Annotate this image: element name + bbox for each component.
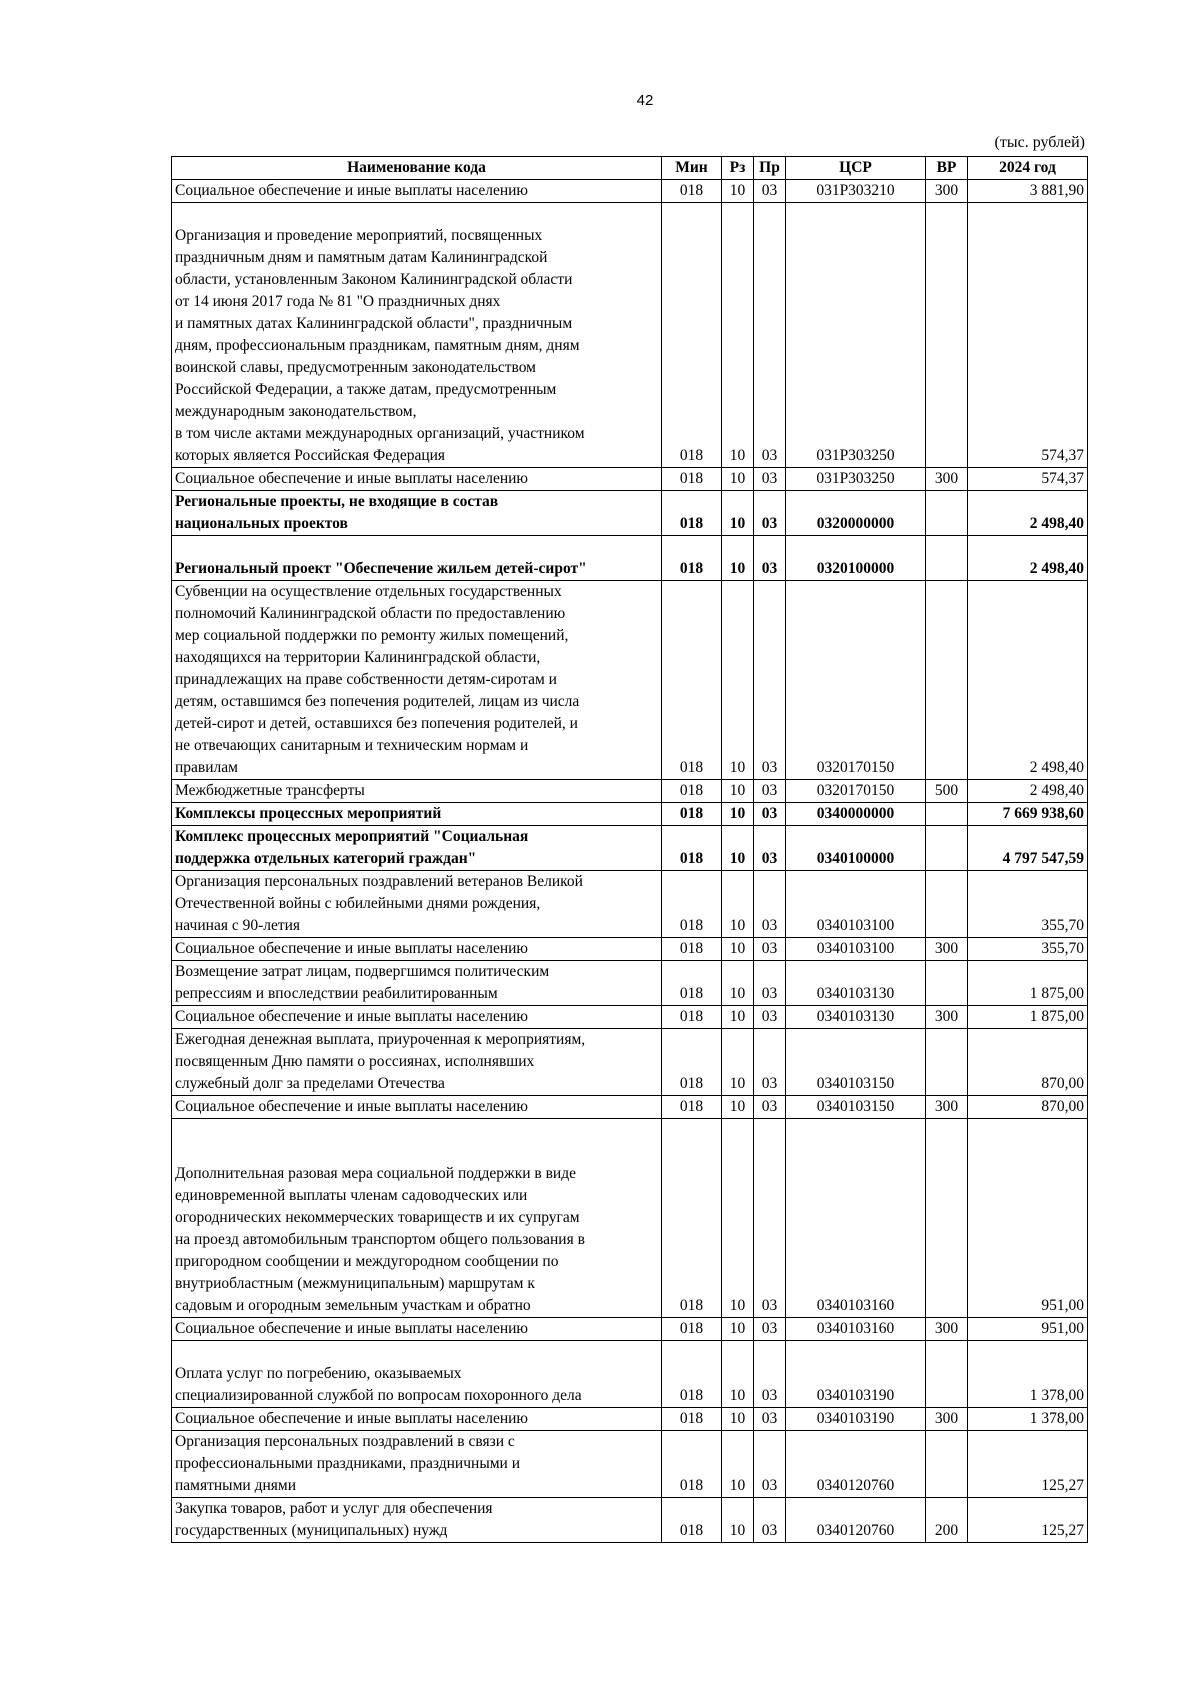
cell-rz: 10 [722, 203, 754, 468]
cell-amount: 4 797 547,59 [968, 826, 1088, 871]
cell-pr: 03 [754, 180, 786, 203]
cell-name-line: Региональный проект "Обеспечение жильем детей-сирот" [175, 560, 587, 577]
cell-pr: 03 [754, 1431, 786, 1498]
cell-name [172, 780, 662, 803]
cell-amount: 951,00 [968, 1119, 1088, 1318]
cell-name-line: на проезд автомобильным транспортом общего пользования в [175, 1231, 585, 1248]
cell-vr [926, 803, 968, 826]
cell-name [172, 1096, 662, 1119]
cell-vr [926, 1431, 968, 1498]
cell-min: 018 [662, 180, 722, 203]
table-row [172, 826, 1088, 871]
cell-min: 018 [662, 468, 722, 491]
cell-rz: 10 [722, 1006, 754, 1029]
cell-name-line: Комплекс процессных мероприятий "Социальная [175, 828, 529, 845]
cell-pr: 03 [754, 1096, 786, 1119]
cell-pr: 03 [754, 780, 786, 803]
cell-name-line: мер социальной поддержки по ремонту жилых помещений, [175, 627, 569, 644]
table-row [172, 491, 1088, 536]
cell-min: 018 [662, 780, 722, 803]
cell-name-line: которых является Российская Федерация [175, 447, 446, 464]
header-year: 2024 год [968, 157, 1088, 180]
cell-csr: 031Р303210 [786, 180, 926, 203]
cell-csr: 0320170150 [786, 780, 926, 803]
cell-rz: 10 [722, 468, 754, 491]
cell-name-line: государственных (муниципальных) нужд [175, 1522, 448, 1539]
cell-vr: 300 [926, 468, 968, 491]
cell-name-line: национальных проектов [175, 515, 348, 532]
cell-name-line: начиная с 90-летия [175, 917, 301, 934]
table-row [172, 938, 1088, 961]
table-row [172, 581, 1088, 780]
cell-pr: 03 [754, 581, 786, 780]
cell-csr: 0340103130 [786, 1006, 926, 1029]
cell-name-line: Социальное обеспечение и иные выплаты населению [175, 1320, 529, 1337]
cell-name-line: праздничным дням и памятным датам Калининградской [175, 249, 548, 266]
table-row [172, 780, 1088, 803]
units-label: (тыс. рублей) [994, 134, 1085, 151]
cell-min: 018 [662, 581, 722, 780]
cell-csr: 0340103130 [786, 961, 926, 1006]
cell-vr: 300 [926, 1408, 968, 1431]
cell-name-line: Отечественной войны с юбилейными днями рождения, [175, 895, 541, 912]
header-row [172, 157, 1088, 180]
cell-min: 018 [662, 1318, 722, 1341]
cell-name-line: области, установленным Законом Калининградской области [175, 271, 573, 288]
table-header [172, 157, 1088, 180]
cell-csr: 0340103190 [786, 1408, 926, 1431]
cell-name-line: посвященным Дню памяти о россиянах, исполнявших [175, 1053, 535, 1070]
cell-min: 018 [662, 1408, 722, 1431]
cell-amount: 870,00 [968, 1096, 1088, 1119]
cell-name [172, 826, 662, 871]
cell-csr: 0340100000 [786, 826, 926, 871]
cell-vr [926, 1341, 968, 1408]
table-row [172, 961, 1088, 1006]
cell-vr [926, 203, 968, 468]
cell-min: 018 [662, 871, 722, 938]
cell-name-line: дням, профессиональным праздникам, памятным дням, дням [175, 337, 580, 354]
header-csr: ЦСР [786, 157, 926, 180]
cell-name-line: принадлежащих на праве собственности детям-сиротам и [175, 671, 557, 688]
cell-rz: 10 [722, 1498, 754, 1543]
cell-min: 018 [662, 803, 722, 826]
cell-amount: 2 498,40 [968, 536, 1088, 581]
cell-name-line: огороднических некоммерческих товариществ и их супругам [175, 1209, 580, 1226]
cell-pr: 03 [754, 803, 786, 826]
cell-pr: 03 [754, 871, 786, 938]
header-name: Наименование кода [172, 157, 662, 180]
cell-name-line: Оплата услуг по погребению, оказываемых [175, 1365, 462, 1382]
table-row [172, 871, 1088, 938]
cell-name-line: поддержка отдельных категорий граждан" [175, 850, 477, 867]
cell-amount: 355,70 [968, 938, 1088, 961]
cell-rz: 10 [722, 871, 754, 938]
cell-pr: 03 [754, 1318, 786, 1341]
cell-pr: 03 [754, 938, 786, 961]
cell-name [172, 961, 662, 1006]
table-row [172, 1408, 1088, 1431]
table-row [172, 180, 1088, 203]
cell-min: 018 [662, 938, 722, 961]
cell-vr: 300 [926, 180, 968, 203]
cell-rz: 10 [722, 780, 754, 803]
cell-csr: 0340120760 [786, 1431, 926, 1498]
cell-rz: 10 [722, 1096, 754, 1119]
cell-csr: 031Р303250 [786, 468, 926, 491]
cell-rz: 10 [722, 581, 754, 780]
cell-name [172, 536, 662, 581]
cell-amount: 7 669 938,60 [968, 803, 1088, 826]
header-min: Мин [662, 157, 722, 180]
cell-name [172, 1341, 662, 1408]
cell-rz: 10 [722, 1341, 754, 1408]
cell-name [172, 491, 662, 536]
cell-pr: 03 [754, 203, 786, 468]
cell-name-line: Межбюджетные трансферты [175, 782, 365, 799]
cell-name [172, 203, 662, 468]
cell-rz: 10 [722, 1318, 754, 1341]
table-row [172, 1431, 1088, 1498]
cell-name-line: Социальное обеспечение и иные выплаты населению [175, 470, 529, 487]
cell-rz: 10 [722, 803, 754, 826]
cell-name-line: Социальное обеспечение и иные выплаты населению [175, 940, 529, 957]
cell-name-line: Социальное обеспечение и иные выплаты населению [175, 1008, 529, 1025]
cell-name-line: полномочий Калининградской области по предоставлению [175, 605, 566, 622]
cell-name-line: Дополнительная разовая мера социальной поддержки в виде [175, 1165, 576, 1182]
cell-name-line: Социальное обеспечение и иные выплаты населению [175, 1098, 529, 1115]
cell-amount: 1 875,00 [968, 1006, 1088, 1029]
cell-min: 018 [662, 1096, 722, 1119]
cell-pr: 03 [754, 1029, 786, 1096]
cell-name-line: репрессиям и впоследствии реабилитированным [175, 985, 498, 1002]
cell-amount: 3 881,90 [968, 180, 1088, 203]
cell-name-line: Региональные проекты, не входящие в состав [175, 493, 499, 510]
cell-name-line: Российской Федерации, а также датам, предусмотренным [175, 381, 557, 398]
cell-min: 018 [662, 1006, 722, 1029]
cell-name-line: Возмещение затрат лицам, подвергшимся политическим [175, 963, 550, 980]
cell-pr: 03 [754, 536, 786, 581]
cell-pr: 03 [754, 961, 786, 1006]
cell-name-line: профессиональными праздниками, праздничными и [175, 1455, 521, 1472]
cell-rz: 10 [722, 1408, 754, 1431]
cell-vr [926, 871, 968, 938]
cell-name-line: международным законодательством, [175, 403, 417, 420]
cell-name-line: Закупка товаров, работ и услуг для обеспечения [175, 1500, 493, 1517]
cell-name-line: Организация и проведение мероприятий, посвященных [175, 227, 543, 244]
cell-min: 018 [662, 1029, 722, 1096]
cell-name [172, 180, 662, 203]
cell-min: 018 [662, 1119, 722, 1318]
cell-vr [926, 536, 968, 581]
cell-pr: 03 [754, 1408, 786, 1431]
cell-rz: 10 [722, 938, 754, 961]
cell-csr: 0340103100 [786, 871, 926, 938]
cell-rz: 10 [722, 1029, 754, 1096]
cell-amount: 125,27 [968, 1498, 1088, 1543]
cell-vr: 500 [926, 780, 968, 803]
cell-vr: 300 [926, 1318, 968, 1341]
cell-csr: 0340103150 [786, 1096, 926, 1119]
cell-name-line: правилам [175, 759, 238, 776]
cell-amount: 355,70 [968, 871, 1088, 938]
cell-amount: 574,37 [968, 468, 1088, 491]
cell-name-line: воинской славы, предусмотренным законодательством [175, 359, 536, 376]
cell-name-line: и памятных датах Калининградской области", праздничным [175, 315, 573, 332]
cell-csr: 0340000000 [786, 803, 926, 826]
table-row [172, 536, 1088, 581]
cell-amount: 1 378,00 [968, 1341, 1088, 1408]
table-row [172, 1341, 1088, 1408]
cell-csr: 0340103150 [786, 1029, 926, 1096]
table-row [172, 1119, 1088, 1318]
cell-min: 018 [662, 1498, 722, 1543]
cell-pr: 03 [754, 1119, 786, 1318]
cell-vr [926, 581, 968, 780]
cell-name [172, 1408, 662, 1431]
cell-rz: 10 [722, 1431, 754, 1498]
cell-name-line: Организация персональных поздравлений в связи с [175, 1433, 515, 1450]
cell-name-line: внутриобластным (межмуниципальным) маршрутам к [175, 1275, 535, 1292]
cell-pr: 03 [754, 826, 786, 871]
cell-name-line: единовременной выплаты членам садоводческих или [175, 1187, 528, 1204]
cell-name [172, 871, 662, 938]
cell-rz: 10 [722, 826, 754, 871]
cell-vr: 200 [926, 1498, 968, 1543]
cell-name [172, 1498, 662, 1543]
cell-rz: 10 [722, 180, 754, 203]
table-row [172, 1318, 1088, 1341]
cell-pr: 03 [754, 468, 786, 491]
header-vr: ВР [926, 157, 968, 180]
cell-vr: 300 [926, 938, 968, 961]
cell-min: 018 [662, 961, 722, 1006]
table-row [172, 803, 1088, 826]
cell-name-line: детей-сирот и детей, оставшихся без попечения родителей, и [175, 715, 578, 732]
cell-name-line: от 14 июня 2017 года № 81 "О праздничных днях [175, 293, 501, 310]
cell-csr: 0320000000 [786, 491, 926, 536]
cell-rz: 10 [722, 491, 754, 536]
cell-name-line: памятными днями [175, 1477, 296, 1494]
cell-pr: 03 [754, 1006, 786, 1029]
cell-amount: 951,00 [968, 1318, 1088, 1341]
table-row [172, 1029, 1088, 1096]
cell-pr: 03 [754, 491, 786, 536]
budget-table [171, 156, 1088, 1543]
cell-amount: 2 498,40 [968, 780, 1088, 803]
cell-rz: 10 [722, 1119, 754, 1318]
cell-name-line: в том числе актами международных организаций, участником [175, 425, 585, 442]
cell-amount: 125,27 [968, 1431, 1088, 1498]
header-pr: Пр [754, 157, 786, 180]
cell-name-line: Ежегодная денежная выплата, приуроченная к мероприятиям, [175, 1031, 586, 1048]
cell-name-line: Субвенции на осуществление отдельных государственных [175, 583, 562, 600]
cell-name-line: детям, оставшимся без попечения родителей, лицам из числа [175, 693, 580, 710]
cell-vr [926, 1029, 968, 1096]
cell-pr: 03 [754, 1341, 786, 1408]
cell-amount: 2 498,40 [968, 491, 1088, 536]
cell-name [172, 468, 662, 491]
cell-name [172, 938, 662, 961]
cell-min: 018 [662, 826, 722, 871]
cell-csr: 031Р303250 [786, 203, 926, 468]
cell-name-line: Организация персональных поздравлений ветеранов Великой [175, 873, 583, 890]
cell-name-line: находящихся на территории Калининградской области, [175, 649, 541, 666]
cell-csr: 0320170150 [786, 581, 926, 780]
cell-pr: 03 [754, 1498, 786, 1543]
table-row [172, 1498, 1088, 1543]
cell-name-line: Социальное обеспечение и иные выплаты населению [175, 1410, 529, 1427]
cell-csr: 0320100000 [786, 536, 926, 581]
header-rz: Рз [722, 157, 754, 180]
cell-vr [926, 826, 968, 871]
cell-vr [926, 491, 968, 536]
cell-csr: 0340103160 [786, 1119, 926, 1318]
cell-min: 018 [662, 203, 722, 468]
cell-amount: 1 875,00 [968, 961, 1088, 1006]
cell-rz: 10 [722, 536, 754, 581]
table-row [172, 468, 1088, 491]
cell-name-line: Комплексы процессных мероприятий [175, 805, 442, 822]
cell-name-line: специализированной службой по вопросам похоронного дела [175, 1387, 582, 1404]
cell-vr [926, 961, 968, 1006]
cell-rz: 10 [722, 961, 754, 1006]
cell-name-line: не отвечающих санитарным и техническим нормам и [175, 737, 529, 754]
cell-name [172, 1029, 662, 1096]
table-body [172, 180, 1088, 1543]
cell-name [172, 1318, 662, 1341]
cell-vr: 300 [926, 1096, 968, 1119]
cell-name [172, 1431, 662, 1498]
table-row [172, 1096, 1088, 1119]
cell-amount: 1 378,00 [968, 1408, 1088, 1431]
cell-vr [926, 1119, 968, 1318]
cell-min: 018 [662, 491, 722, 536]
cell-name-line: садовым и огородным земельным участкам и обратно [175, 1297, 531, 1314]
page-number: 42 [636, 92, 654, 109]
cell-name [172, 1119, 662, 1318]
table-row [172, 203, 1088, 468]
cell-amount: 2 498,40 [968, 581, 1088, 780]
cell-name-line: пригородном сообщении и междугородном сообщении по [175, 1253, 559, 1270]
cell-csr: 0340120760 [786, 1498, 926, 1543]
cell-name [172, 1006, 662, 1029]
cell-csr: 0340103160 [786, 1318, 926, 1341]
cell-name [172, 581, 662, 780]
cell-vr: 300 [926, 1006, 968, 1029]
table-row [172, 1006, 1088, 1029]
cell-name-line: служебный долг за пределами Отечества [175, 1075, 445, 1092]
cell-name-line: Социальное обеспечение и иные выплаты населению [175, 182, 529, 199]
cell-min: 018 [662, 1431, 722, 1498]
cell-amount: 574,37 [968, 203, 1088, 468]
cell-amount: 870,00 [968, 1029, 1088, 1096]
cell-name [172, 803, 662, 826]
cell-csr: 0340103190 [786, 1341, 926, 1408]
cell-min: 018 [662, 536, 722, 581]
cell-min: 018 [662, 1341, 722, 1408]
cell-csr: 0340103100 [786, 938, 926, 961]
